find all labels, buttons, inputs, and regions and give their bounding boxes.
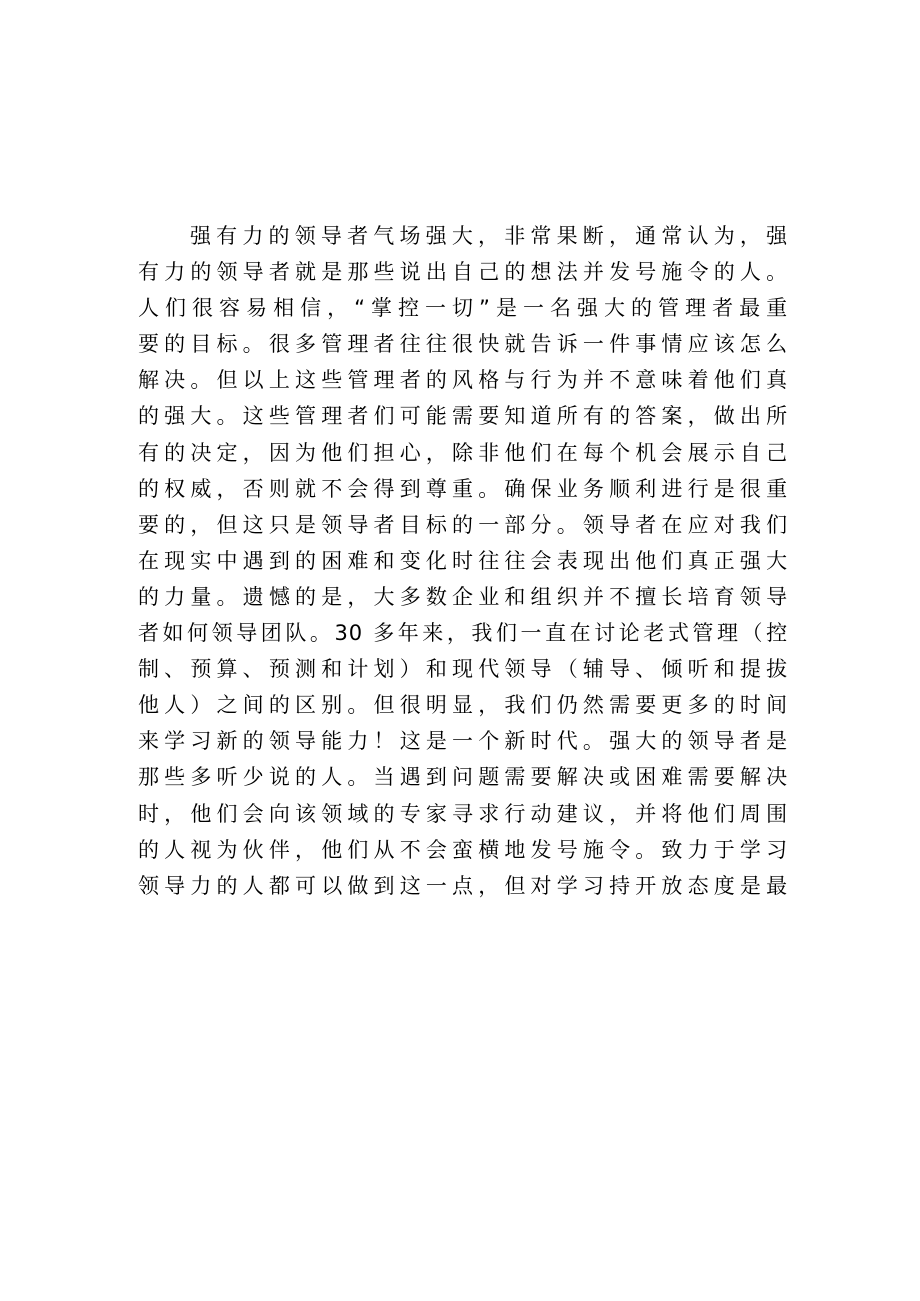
text-line: 时，他们会向该领域的专家寻求行动建议，并将他们周围 (138, 801, 788, 826)
text-line: 他人）之间的区别。但很明显，我们仍然需要更多的时间 (138, 693, 788, 718)
text-line: 要的目标。很多管理者往往很快就告诉一件事情应该怎么 (138, 332, 788, 357)
text-line: 有的决定，因为他们担心，除非他们在每个机会展示自己 (138, 440, 788, 465)
body-paragraph (138, 218, 788, 904)
text-line: 有力的领导者就是那些说出自己的想法并发号施令的人。 (138, 260, 788, 285)
text-line: 的权威，否则就不会得到尊重。确保业务顺利进行是很重 (138, 476, 788, 501)
text-line: 解决。但以上这些管理者的风格与行为并不意味着他们真 (138, 368, 788, 393)
text-line: 那些多听少说的人。当遇到问题需要解决或困难需要解决 (138, 765, 788, 790)
text-line: 要的，但这只是领导者目标的一部分。领导者在应对我们 (138, 512, 788, 537)
text-line: 人们很容易相信，“掌控一切”是一名强大的管理者最重 (138, 296, 788, 321)
text-line: 强有力的领导者气场强大，非常果断，通常认为，强 (190, 224, 788, 248)
text-line: 在现实中遇到的困难和变化时往往会表现出他们真正强大 (138, 548, 788, 573)
text-line: 者如何领导团队。30 多年来，我们一直在讨论老式管理（控 (138, 621, 788, 646)
text-line: 来学习新的领导能力！这是一个新时代。强大的领导者是 (138, 729, 788, 754)
text-line: 的强大。这些管理者们可能需要知道所有的答案，做出所 (138, 404, 788, 429)
text-line: 制、预算、预测和计划）和现代领导（辅导、倾听和提拔 (138, 657, 788, 682)
text-line: 领导力的人都可以做到这一点，但对学习持开放态度是最 (138, 873, 788, 898)
text-line: 的力量。遗憾的是，大多数企业和组织并不擅长培育领导 (138, 584, 788, 609)
text-line: 的人视为伙伴，他们从不会蛮横地发号施令。致力于学习 (138, 837, 788, 862)
